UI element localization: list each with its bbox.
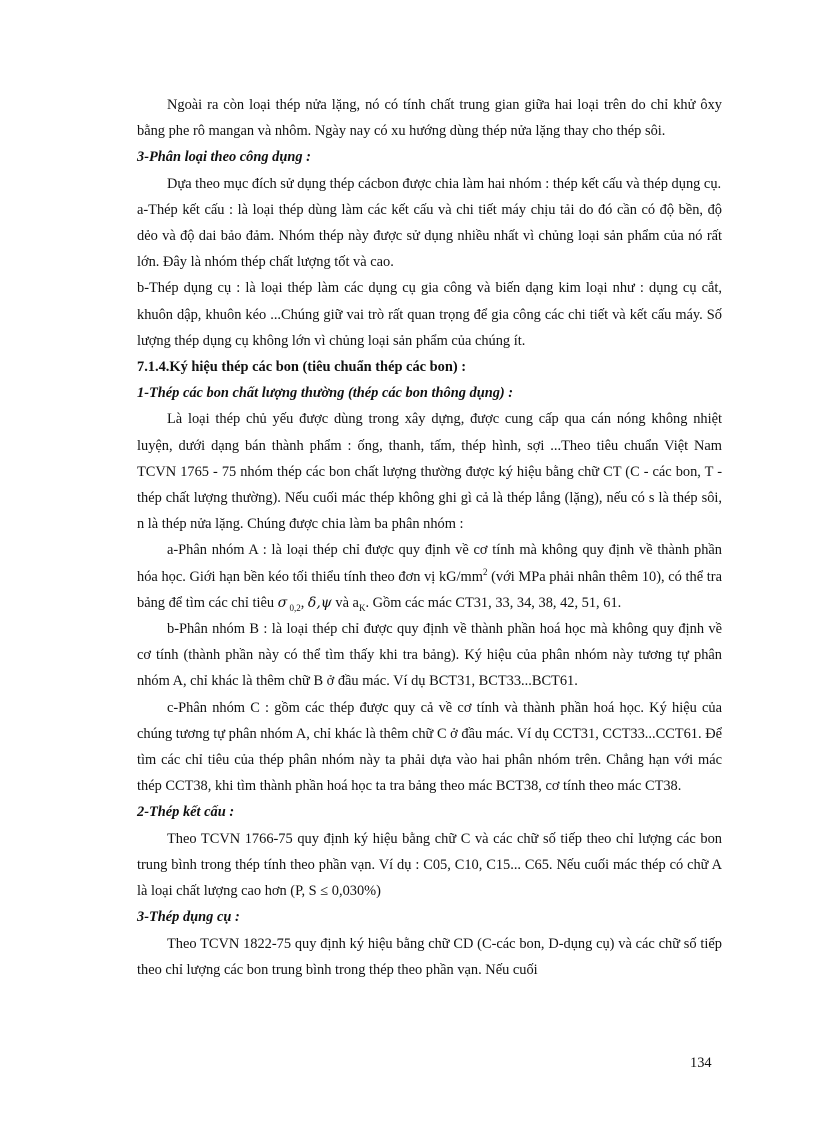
subgroup-a-text-4: và a	[331, 594, 359, 611]
subgroup-a-text-2: (với MPa phải nhân thêm 10), có thể tra bảng để tìm các chỉ tiêu	[137, 568, 722, 611]
heading-classification-by-usage: 3-Phân loại theo công dụng :	[137, 149, 311, 166]
paragraph-common-steel-description: Là loại thép chủ yếu được dùng trong xây dựng, được cung cấp qua cán nóng không nhiệt luyện, dưới dạng bán thành phẩm : ống, thanh, tấm, thép hình, sợi ...Theo tiêu chuẩn Việt Nam TCVN 1765 - 75 nhóm thép các bon chất lượng thường được ký hiệu bằng chữ CT (C - các bon, T - thép chất lượng thường). Nếu cuối mác thép không ghi gì cả là thép lắng (lặng), nếu có s là thép sôi, n là thép nửa lặng. Chúng được chia làm ba phân nhóm :	[137, 411, 722, 533]
paragraph-tool-notation: Theo TCVN 1822-75 quy định ký hiệu bằng chữ CD (C-các bon, D-dụng cụ) và các chữ số tiếp theo chỉ lượng các bon trung bình trong thép theo phần vạn. Nếu cuối	[137, 935, 722, 978]
paragraph-subgroup-b: b-Phân nhóm B : là loại thép chỉ được quy định về thành phần hoá học mà không quy định về cơ tính (thành phần này có thể tìm thấy khi tra bảng). Ký hiệu của phân nhóm này tương tự phân nhóm A, chỉ khác là thêm chữ B ở đầu mác. Ví dụ BCT31, BCT33...BCT61.	[137, 621, 722, 690]
heading-section-7-1-4: 7.1.4.Ký hiệu thép các bon (tiêu chuẩn thép các bon) :	[137, 359, 467, 376]
heading-common-quality-steel: 1-Thép các bon chất lượng thường (thép các bon thông dụng) :	[137, 385, 514, 402]
paragraph-tool-steel: b-Thép dụng cụ : là loại thép làm các dụng cụ gia công và biến dạng kim loại như : dụng cụ cắt, khuôn dập, khuôn kéo ...Chúng giữ vai trò rất quan trọng để gia công các chi tiết và kết cấu máy. Số lượng thép dụng cụ không lớn vì chủng loại sản phẩm của chúng ít.	[137, 280, 722, 349]
subscript-0-2: 0,2	[287, 602, 301, 613]
paragraph-semi-killed-steel: Ngoài ra còn loại thép nửa lặng, nó có tính chất trung gian giữa hai loại trên do chỉ khử ôxy bằng phe rô mangan và nhôm. Ngày nay có xu hướng dùng thép nửa lặng thay cho thép sôi.	[137, 97, 722, 140]
heading-structural-steel: 2-Thép kết cấu :	[137, 804, 235, 821]
subscript-k: K	[358, 602, 366, 613]
subgroup-a-text-5: . Gồm các mác CT31, 33, 34, 38, 42, 51, 61.	[365, 594, 622, 611]
paragraph-subgroup-a	[137, 537, 722, 616]
paragraph-usage-groups: Dựa theo mục đích sử dụng thép cácbon được chia làm hai nhóm : thép kết cấu và thép dụng cụ.	[167, 175, 722, 192]
heading-tool-steel: 3-Thép dụng cụ :	[137, 909, 240, 926]
page-number: 134	[690, 1055, 712, 1071]
superscript-2: 2	[482, 566, 488, 577]
page-body	[137, 92, 722, 983]
subgroup-a-text-3: ,	[300, 594, 308, 611]
paragraph-subgroup-c: c-Phân nhóm C : gồm các thép được quy cả về cơ tính và thành phần hoá học. Ký hiệu của chúng tương tự phân nhóm A, chỉ khác là thêm chữ C ở đầu mác. Ví dụ CCT31, CCT33...CCT61. Để tìm các chỉ tiêu của thép phân nhóm này ta phải dựa vào hai phân nhóm trên. Chẳng hạn với mác thép CCT38, khi tìm thành phần hoá học ta tra bảng theo mác BCT38, cơ tính theo mác CT38.	[137, 699, 722, 795]
subgroup-a-text-1: a-Phân nhóm A : là loại thép chỉ được quy định về cơ tính mà không quy định về thành phần hóa học. Giới hạn bền kéo tối thiểu tính theo đơn vị kG/mm	[137, 542, 722, 585]
sigma-symbol: σ	[277, 594, 288, 611]
delta-psi-symbols: δ,ψ	[307, 594, 332, 611]
paragraph-structural-steel: a-Thép kết cấu : là loại thép dùng làm các kết cấu và chi tiết máy chịu tải do đó cần có độ bền, độ dẻo và độ dai bảo đảm. Nhóm thép này được sử dụng nhiều nhất vì chủng loại sản phẩm của nó rất lớn. Đây là nhóm thép chất lượng tốt và cao.	[137, 201, 722, 271]
paragraph-structural-notation: Theo TCVN 1766-75 quy định ký hiệu bằng chữ C và các chữ số tiếp theo chỉ lượng các bon trung bình trong thép tính theo phần vạn. Ví dụ : C05, C10, C15... C65. Nếu cuối mác thép có chữ A là loại chất lượng cao hơn (P, S ≤ 0,030%)	[137, 830, 722, 900]
